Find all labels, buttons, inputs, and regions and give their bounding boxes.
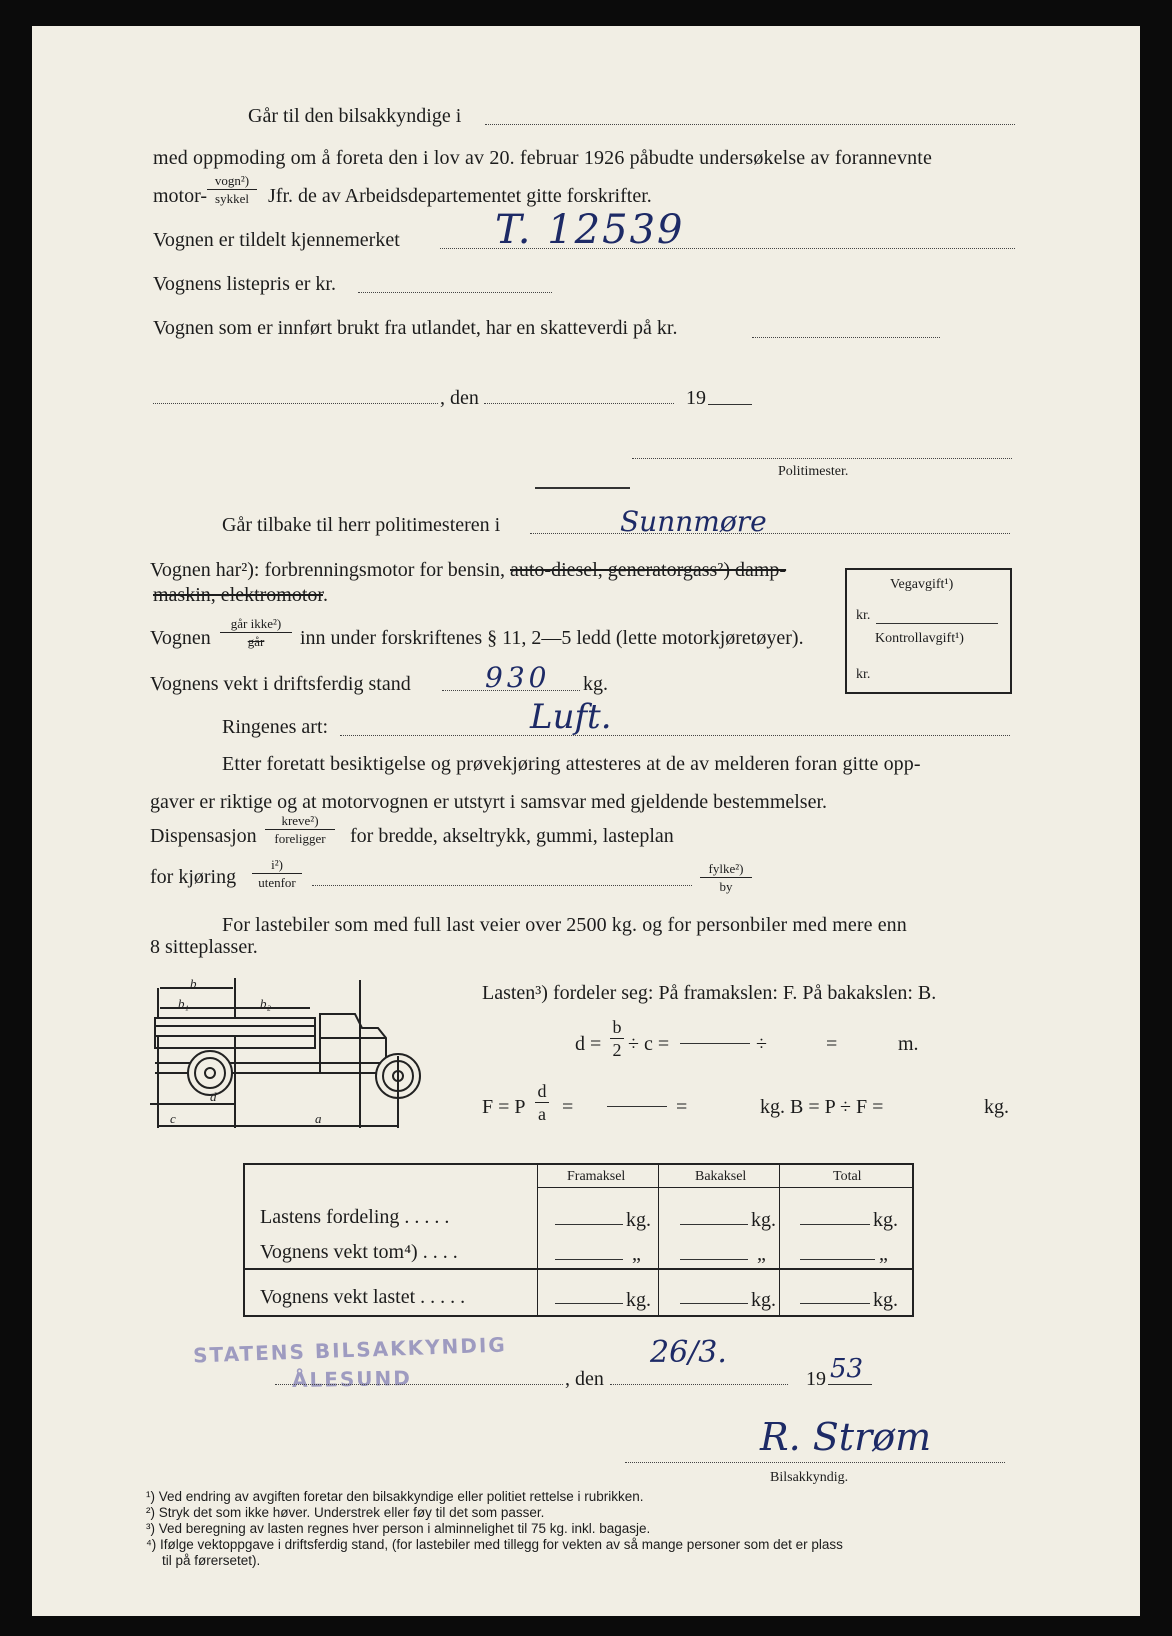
formula1-fraction (610, 1018, 624, 1059)
motor-fraction (207, 174, 257, 205)
truck-label-b2: b₂ (260, 996, 272, 1011)
year-field-top[interactable] (708, 404, 752, 405)
bottom-year-prefix: 19 (806, 1368, 826, 1390)
bottom-date-field[interactable] (610, 1384, 788, 1385)
table-cell-field[interactable] (555, 1303, 623, 1304)
fylke-frac-top: fylke²) (700, 862, 752, 878)
kjoring-fraction (252, 858, 302, 889)
section-divider (535, 487, 630, 489)
formula2-fraction (535, 1082, 549, 1123)
bottom-den-label: , den (565, 1368, 604, 1390)
bilsakkyndig-label: Bilsakkyndig. (770, 1470, 849, 1485)
formula2-kg2: kg. (984, 1096, 1009, 1118)
disp-frac-top: kreve²) (265, 814, 335, 830)
formula2-eq: = (562, 1096, 574, 1118)
table-cell-unit: „ (632, 1243, 641, 1265)
formula2-b: kg. B = P ÷ F = (760, 1096, 884, 1118)
bottom-year-value: 53 (830, 1354, 864, 1384)
signature: R. Strøm (760, 1415, 932, 1459)
formula1-unit: m. (898, 1033, 919, 1055)
tilbake-label: Går tilbake til herr politimesteren i (222, 514, 501, 536)
bottom-place-field[interactable] (275, 1384, 563, 1385)
gaar-fraction (220, 617, 292, 648)
line1-label: Går til den bilsakkyndige i (248, 105, 462, 127)
har-struck-2: maskin, elektromotor (153, 584, 323, 606)
table-cell-field[interactable] (680, 1259, 748, 1260)
table-header-total: Total (833, 1169, 862, 1184)
kontrollavgift-kr: kr. (856, 667, 871, 682)
kjennemerke-value: T. 12539 (495, 207, 685, 253)
formula2-d: d (535, 1082, 549, 1103)
ringenes-field[interactable] (340, 735, 1010, 736)
kjoring-frac-top: i²) (252, 858, 302, 874)
bottom-date-value: 26/3. (650, 1335, 727, 1370)
kjoring-prefix: for kjøring (150, 866, 237, 888)
footnote: til på førersetet). (162, 1553, 261, 1568)
formula1-eq: = (826, 1033, 838, 1055)
formula2-left: F = P (482, 1096, 526, 1118)
motor-suffix: Jfr. de av Arbeidsdepartementet gitte forskrifter. (268, 185, 652, 207)
footnote: ²) Stryk det som ikke høver. Understrek eller føy til det som passer. (146, 1505, 545, 1520)
table-row-label: Vognens vekt lastet . . . . . (260, 1286, 466, 1308)
vekt-unit: kg. (583, 673, 608, 695)
year-prefix-top: 19 (686, 387, 706, 409)
skatteverdi-label: Vognen som er innført brukt fra utlandet, har en skatteverdi på kr. (153, 317, 678, 339)
gaar-frac-top: går ikke²) (220, 617, 292, 633)
truck-label-d: d (210, 1089, 217, 1104)
motor-frac-bottom: sykkel (215, 191, 249, 206)
kontrollavgift-label: Kontrollavgift¹) (875, 631, 964, 646)
bilsakkyndig-signature-field[interactable] (625, 1462, 1005, 1463)
table-cell-unit: kg. (751, 1289, 776, 1311)
table-cell-field[interactable] (680, 1224, 748, 1225)
lastebil-intro-line2: 8 sitteplasser. (150, 936, 258, 958)
table-row-label: Lastens fordeling . . . . . (260, 1206, 450, 1228)
truck-label-b1: b₁ (178, 996, 190, 1011)
truck-label-c: c (170, 1111, 176, 1126)
motor-type-line2 (153, 585, 328, 605)
skatteverdi-field[interactable] (752, 337, 940, 338)
kjoring-field[interactable] (312, 885, 692, 886)
footnote: ³) Ved beregning av lasten regnes hver person i alminnelighet til 75 kg. inkl. bagasje. (146, 1521, 651, 1536)
table-cell-field[interactable] (555, 1224, 623, 1225)
tilbake-value: Sunnmøre (620, 505, 767, 538)
table-cell-field[interactable] (800, 1259, 875, 1260)
ringenes-label: Ringenes art: (222, 716, 329, 738)
disp-prefix: Dispensasjon (150, 825, 257, 847)
politimester-label: Politimester. (778, 464, 849, 479)
footnote: ⁴) Ifølge vektoppgave i driftsferdig stand, (for lastebiler med tillegg for vekten av så mange personer som det er plass (146, 1537, 843, 1552)
motor-prefix: motor- (153, 185, 208, 207)
motor-type-line1 (150, 560, 786, 580)
vekt-value: 930 (485, 661, 551, 694)
formula1-div: ÷ (756, 1033, 767, 1055)
motor-frac-top: vogn²) (207, 174, 257, 190)
fylke-fraction (700, 862, 752, 893)
gaar-frac-bottom: går (247, 634, 265, 649)
table-cell-unit: kg. (626, 1209, 651, 1231)
truck-label-b: b (190, 978, 197, 991)
table-header-bakaksel: Bakaksel (695, 1169, 747, 1184)
tilbake-field[interactable] (530, 533, 1010, 534)
formula2-a: a (538, 1104, 546, 1124)
line2-text: med oppmoding om å foreta den i lov av 20. februar 1926 påbudte undersøkelse av forannevnte (153, 147, 932, 169)
formula2-eq2: = (676, 1096, 688, 1118)
vegavgift-field[interactable] (876, 623, 998, 624)
stamp-line1: STATENS BILSAKKYNDIG (192, 1332, 508, 1368)
gaar-suffix: inn under forskriftenes § 11, 2—5 ledd (lette motorkjøretøyer). (300, 627, 804, 649)
date-field-top[interactable] (484, 403, 674, 404)
kjennemerke-label: Vognen er tildelt kjennemerket (153, 229, 400, 251)
table-cell-unit: kg. (626, 1289, 651, 1311)
formula1-2: 2 (612, 1040, 622, 1060)
attest-line1: Etter foretatt besiktigelse og prøvekjøring attesteres at de av melderen foran gitte opp- (222, 753, 921, 775)
listepris-label: Vognens listepris er kr. (153, 273, 336, 295)
lasten-line: Lasten³) fordeler seg: På framakslen: F. På bakakslen: B. (482, 982, 937, 1004)
fylke-frac-bottom: by (719, 879, 733, 894)
vekt-label: Vognens vekt i driftsferdig stand (150, 673, 411, 695)
har-struck-1: auto-diesel, generatorgass²) damp- (510, 559, 787, 581)
table-row-label: Vognens vekt tom⁴) . . . . (260, 1241, 458, 1263)
vegavgift-kr: kr. (856, 608, 871, 623)
gaar-prefix: Vognen (150, 627, 211, 649)
ringenes-value: Luft. (530, 697, 612, 737)
vegavgift-label: Vegavgift¹) (890, 577, 954, 592)
place-field[interactable] (153, 403, 438, 404)
formula1-blank1[interactable] (680, 1043, 750, 1044)
lastebil-intro-line1: For lastebiler som med full last veier over 2500 kg. og for personbiler med mere enn (222, 914, 907, 936)
disp-frac-bottom: foreligger (274, 831, 326, 846)
attest-line2: gaver er riktige og at motorvognen er utstyrt i samsvar med gjeldende bestemmelser. (150, 791, 828, 813)
formula1-rest: ÷ c = (628, 1033, 670, 1055)
kjoring-frac-bottom: utenfor (258, 875, 296, 890)
table-cell-unit: kg. (873, 1209, 898, 1231)
listepris-field[interactable] (358, 292, 552, 293)
formula1-d: d = (575, 1033, 602, 1055)
formula1-b: b (610, 1018, 624, 1039)
table-cell-field[interactable] (800, 1224, 870, 1225)
bottom-year-field[interactable] (828, 1384, 872, 1385)
table-header-framaksel: Framaksel (567, 1169, 626, 1184)
formula2-blank[interactable] (607, 1106, 667, 1107)
table-cell-field[interactable] (555, 1259, 623, 1260)
bilsakkyndige-field[interactable] (485, 124, 1015, 125)
stamp-line2: ÅLESUND (291, 1365, 413, 1393)
table-cell-unit: kg. (873, 1289, 898, 1311)
har-end: . (322, 584, 328, 606)
den-label-top: , den (440, 387, 479, 409)
table-cell-unit: „ (757, 1243, 766, 1265)
table-cell-unit: kg. (751, 1209, 776, 1231)
table-cell-unit: „ (879, 1243, 888, 1265)
har-prefix: Vognen har²): forbrenningsmotor for bensin, (150, 559, 510, 581)
disp-suffix: for bredde, akseltrykk, gummi, lasteplan (350, 825, 674, 847)
truck-label-a: a (315, 1111, 322, 1126)
politimester-signature-field[interactable] (632, 458, 1012, 459)
disp-fraction (265, 814, 335, 845)
footnote: ¹) Ved endring av avgiften foretar den bilsakkyndige eller politiet rettelse i rubrikken. (146, 1489, 644, 1504)
table-cell-field[interactable] (800, 1303, 870, 1304)
truck-diagram (150, 978, 440, 1143)
table-cell-field[interactable] (680, 1303, 748, 1304)
